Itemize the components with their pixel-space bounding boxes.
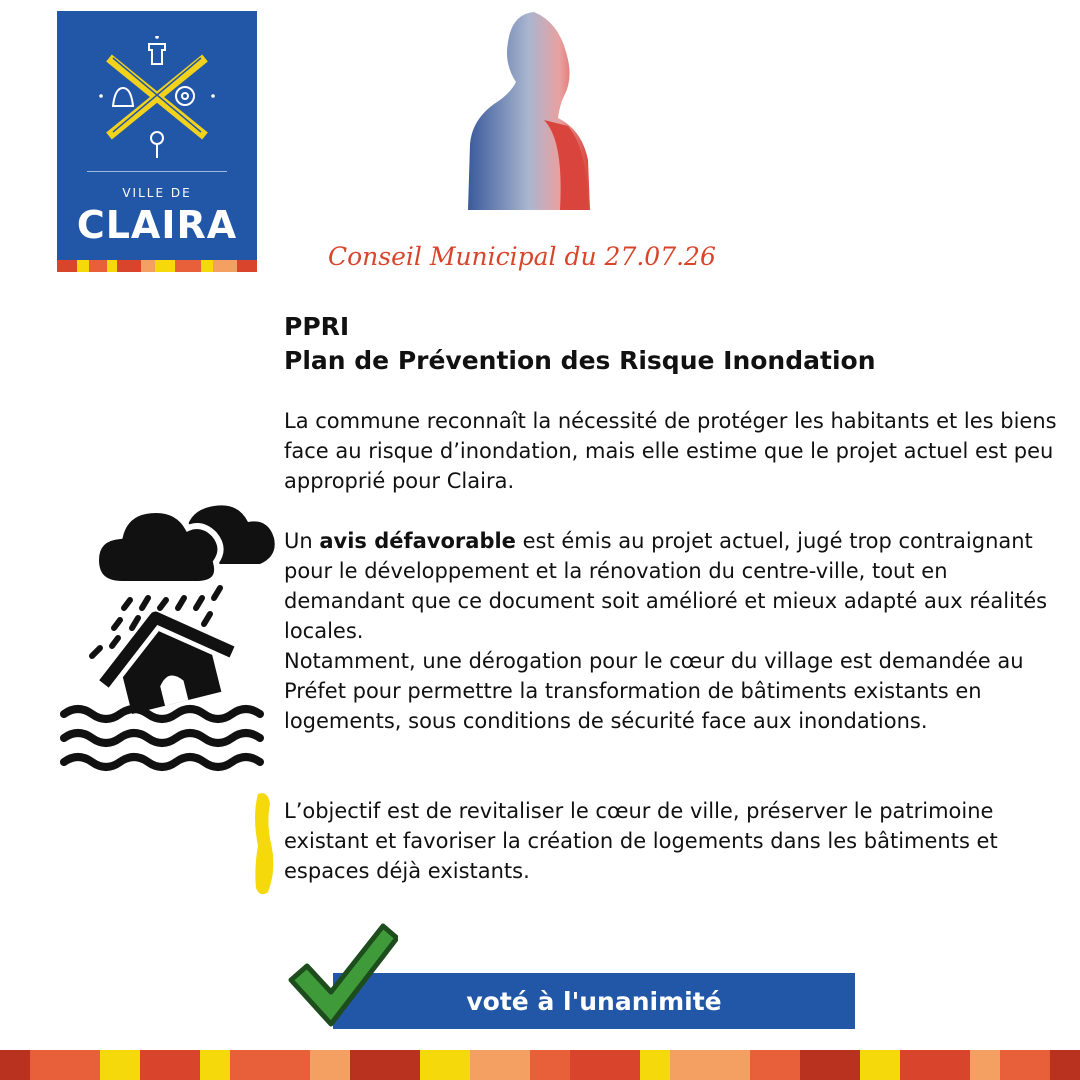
page-title [284, 310, 876, 378]
paragraph-derogation: Notamment, une dérogation pour le cœur du village est demandée au Préfet pour permettre la transformation de bâtiments existants en logements, sous conditions de sécurité face aux inondations. [284, 649, 1024, 733]
meeting-subtitle: Conseil Municipal du 27.07.26 [328, 242, 716, 271]
avis-text-start: Un [284, 529, 320, 553]
logo-prefix: VILLE DE [122, 186, 192, 200]
marianne-bust-icon [466, 10, 596, 212]
avis-text-end: est émis au projet actuel, jugé trop contraignant pour le développement et la rénovation du centre-ville, tout en demandant que ce document soit amélioré et mieux adapté aux réalités locales. [284, 529, 1048, 643]
yellow-highlight-mark [250, 790, 276, 896]
paragraph-avis [284, 526, 1064, 736]
paragraph-intro: La commune reconnaît la nécessité de protéger les habitants et les biens face au risque d’inondation, mais elle estime que le projet actuel est peu approprié pour Claira. [284, 409, 1057, 493]
avis-bold: avis défavorable [319, 529, 516, 553]
logo-name: CLAIRA [76, 203, 238, 247]
logo-divider [87, 171, 227, 172]
checkmark-icon [283, 918, 398, 1033]
title-full: Plan de Prévention des Risque Inondation [284, 346, 876, 375]
emblem-icon [97, 36, 217, 161]
bottom-color-stripe [0, 1050, 1080, 1080]
claira-logo [57, 11, 257, 272]
title-acronym: PPRI [284, 312, 350, 341]
vote-result-banner: voté à l'unanimité [333, 973, 855, 1029]
flood-house-icon [60, 488, 275, 778]
paragraph-objectif: L’objectif est de revitaliser le cœur de ville, préserver le patrimoine existant et favoriser la création de logements dans les bâtiments et espaces déjà existants. [284, 799, 998, 883]
logo-stripe [57, 260, 257, 272]
